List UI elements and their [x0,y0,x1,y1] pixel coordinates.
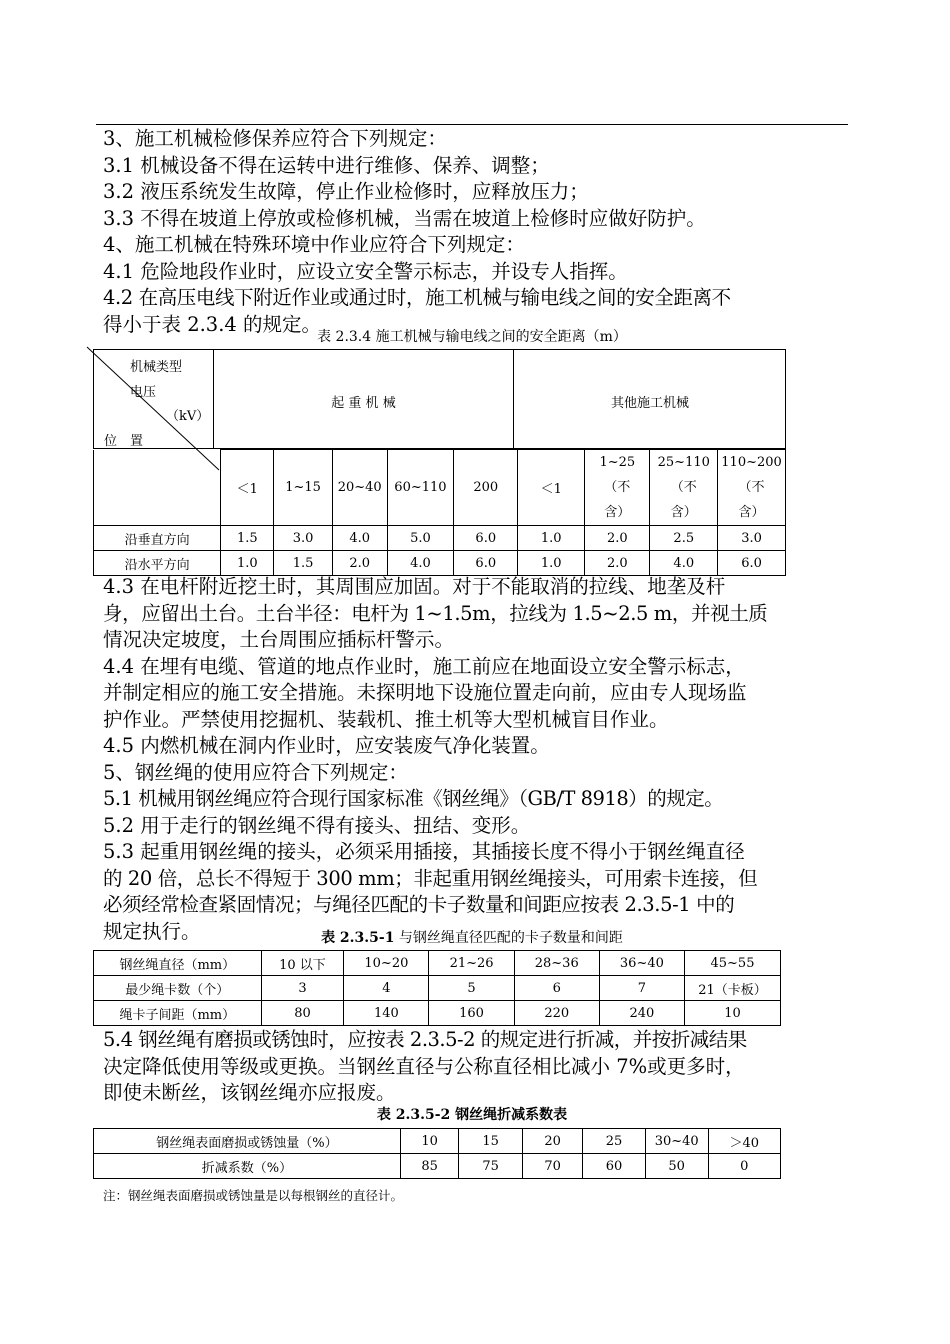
paragraph: 情况决定坡度，土台周围应插标杆警示。 [103,628,455,651]
value-cell: 60 [583,1154,645,1179]
section-5-4 [103,1027,841,1107]
value-cell: 140 [344,1001,429,1026]
section-4-5 [103,574,841,945]
value-cell: 10 [684,1001,780,1026]
table-row [94,1154,781,1179]
value-cell: 4.0 [387,551,454,576]
section-3-4 [103,126,841,338]
value-cell: 1.0 [221,551,274,576]
table3-caption: 表 2.3.5-2 钢丝绳折减系数表 [376,1107,568,1123]
voltage-cell: 1~15 [274,450,332,526]
paragraph: 3.3 不得在坡道上停放或检修机械，当需在坡道上检修时应做好防护。 [103,206,706,230]
paragraph: 即使未断丝，该钢丝绳亦应报废。 [103,1081,396,1104]
value-cell: 7 [599,976,684,1001]
value-cell: 10 [400,1129,459,1154]
value-cell: 5.0 [387,526,454,551]
row-label: 最少绳卡数（个） [94,976,262,1001]
value-cell: 25 [583,1129,645,1154]
value-cell: 3.0 [718,526,786,551]
paragraph: 4.3 在电杆附近挖土时，其周围应加固。对于不能取消的拉线、地垄及杆 [103,575,726,598]
value-cell: 28~36 [514,951,599,976]
value-cell: 6 [514,976,599,1001]
paragraph: 4.4 在埋有电缆、管道的地点作业时，施工前应在地面设立安全警示标志， [103,654,745,678]
value-cell: 36~40 [599,951,684,976]
voltage-cell: ＜1 [221,450,274,526]
paragraph: 5、钢丝绳的使用应符合下列规定： [103,760,408,784]
table3 [93,1128,781,1179]
value-cell: 4.0 [650,551,718,576]
row-label: 绳卡子间距（mm） [94,1001,262,1026]
value-cell: 3 [261,976,344,1001]
corner-cell [94,450,221,526]
group-other: 其他施工机械 [610,396,689,411]
value-cell: 50 [645,1154,708,1179]
value-cell: 10 以下 [261,951,344,976]
value-cell: 2.0 [585,526,650,551]
header-rule [96,124,848,125]
value-cell: 10~20 [344,951,429,976]
table-row [94,951,781,976]
value-cell: 240 [599,1001,684,1026]
value-cell: 30~40 [645,1129,708,1154]
voltage-cell: 200 [454,450,518,526]
corner-label-type: 机械类型 [130,360,183,375]
paragraph: 5.3 起重用钢丝绳的接头，必须采用插接，其插接长度不得小于钢丝绳直径 [103,840,745,863]
paragraph: 5.2 用于走行的钢丝绳不得有接头、扭结、变形。 [103,813,531,837]
paragraph: 必须经常检查紧固情况；与绳径匹配的卡子数量和间距应按表 2.3.5-1 中的 [103,893,735,916]
row-label: 沿水平方向 [94,551,221,576]
table-row [94,1001,781,1026]
value-cell: 80 [261,1001,344,1026]
corner-label-position: 位 置 [104,434,144,449]
paragraph: 4、施工机械在特殊环境中作业应符合下列规定： [103,233,525,256]
voltage-cell-split: 1~25 （不 含） [585,450,650,526]
value-cell: 2.0 [332,551,387,576]
value-cell: 45~55 [684,951,780,976]
value-cell: 85 [400,1154,459,1179]
paragraph: 4.5 内燃机械在洞内作业时，应安装废气净化装置。 [103,734,550,757]
paragraph: 得小于表 2.3.4 的规定。 [103,312,322,336]
paragraph: 3、施工机械检修保养应符合下列规定： [103,127,447,150]
table-row [94,526,786,551]
table-row [94,976,781,1001]
paragraph: 决定降低使用等级或更换。当钢丝直径与公称直径相比减小 7%或更多时， [103,1054,745,1078]
value-cell: 1.0 [518,526,585,551]
table1-lower [93,449,786,576]
value-cell: 4 [344,976,429,1001]
paragraph: 4.1 危险地段作业时，应设立安全警示标志，并设专人指挥。 [103,259,628,283]
value-cell: 160 [429,1001,514,1026]
paragraph: 护作业。严禁使用挖掘机、装载机、推土机等大型机械盲目作业。 [103,707,669,731]
value-cell: 5 [429,976,514,1001]
value-cell: 0 [708,1154,780,1179]
table-row [94,1129,781,1154]
table3-note: 注：钢丝绳表面磨损或锈蚀量是以每根钢丝的直径计。 [103,1188,404,1203]
voltage-cell: 60~110 [387,450,454,526]
table2 [93,950,781,1026]
value-cell: 20 [522,1129,582,1154]
paragraph: 3.2 液压系统发生故障，停止作业检修时，应释放压力； [103,180,589,203]
row-label: 钢丝绳直径（mm） [94,951,262,976]
value-cell: 75 [459,1154,522,1179]
value-cell: 3.0 [274,526,332,551]
value-cell: 1.5 [221,526,274,551]
corner-label-voltage: 电压 [130,385,157,400]
value-cell: 4.0 [332,526,387,551]
value-cell: 220 [514,1001,599,1026]
value-cell: 6.0 [454,551,518,576]
voltage-cell-split: 25~110 （不 含） [650,450,718,526]
paragraph: 5.1 机械用钢丝绳应符合现行国家标准《钢丝绳》（GB/T 8918）的规定。 [103,787,724,810]
table-row [94,551,786,576]
corner-label-unit: （kV） [166,409,210,424]
row-label: 钢丝绳表面磨损或锈蚀量（%） [94,1129,401,1154]
paragraph: 3.1 机械设备不得在运转中进行维修、保养、调整； [103,153,550,177]
voltage-cell: 20~40 [332,450,387,526]
value-cell: 6.0 [718,551,786,576]
paragraph: 身，应留出土台。土台半径：电杆为 1~1.5m，拉线为 1.5~2.5 m，并视土质 [103,601,768,625]
paragraph: 的 20 倍，总长不得短于 300 mm；非起重用钢丝绳接头，可用索卡连接，但 [103,866,758,890]
value-cell: 2.0 [585,551,650,576]
table2-caption: 表 2.3.5-1 与钢丝绳直径匹配的卡子数量和间距 [321,930,623,946]
group-crane: 起 重 机 械 [331,396,396,411]
voltage-cell-split: 110~200 （不 含） [718,450,786,526]
paragraph: 5.4 钢丝绳有磨损或锈蚀时，应按表 2.3.5-2 的规定进行折减，并按折减结果 [103,1028,747,1051]
value-cell: 70 [522,1154,582,1179]
paragraph: 并制定相应的施工安全措施。未探明地下设施位置走向前，应由专人现场监 [103,681,747,704]
value-cell: 2.5 [650,526,718,551]
voltage-cell: ＜1 [518,450,585,526]
value-cell: 1.0 [518,551,585,576]
value-cell: 21~26 [429,951,514,976]
row-label: 折减系数（%） [94,1154,401,1179]
paragraph: 4.2 在高压电线下附近作业或通过时，施工机械与输电线之间的安全距离不 [103,286,731,309]
value-cell: 1.5 [274,551,332,576]
value-cell: 21（卡板） [684,976,780,1001]
value-cell: 6.0 [454,526,518,551]
paragraph: 规定执行。 [103,919,201,943]
table1-caption: 表 2.3.4 施工机械与输电线之间的安全距离（m） [317,329,627,345]
row-label: 沿垂直方向 [94,526,221,551]
value-cell: 15 [459,1129,522,1154]
value-cell: ＞40 [708,1129,780,1154]
